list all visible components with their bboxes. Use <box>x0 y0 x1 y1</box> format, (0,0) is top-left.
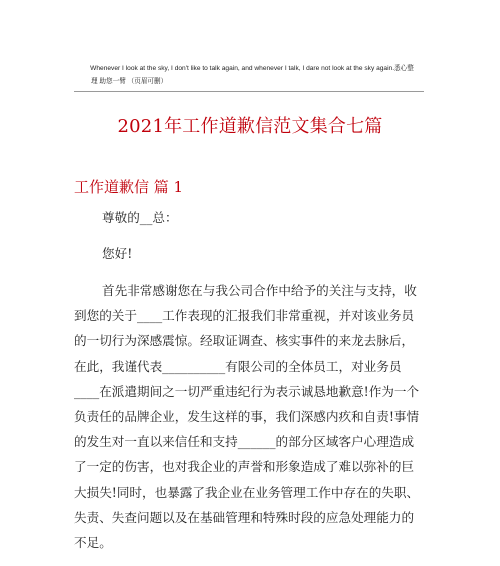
body-paragraph <box>74 278 426 555</box>
body-line: 首先非常感谢您在与我公司合作中给予的关注与支持，收 <box>102 283 417 298</box>
document-title: 2021年工作道歉信范文集合七篇 <box>117 116 383 137</box>
body-line: 不足。 <box>74 534 112 550</box>
body-line: 失责、失查问题以及在基础管理和特殊时段的应急处理能力的 <box>74 509 415 525</box>
body-line: 大损失!同时，也暴露了我企业在业务管理工作中存在的失职、 <box>74 484 420 500</box>
header-note: 理 助您一臂 （页眉可删） <box>91 78 168 85</box>
body-line: 到您的关于____工作表现的汇报我们非常重视，并对该业务员 <box>74 308 415 324</box>
section-heading: 工作道歉信 篇 1 <box>74 178 184 196</box>
body-line: 在此，我谨代表__________有限公司的全体员工，对业务员 <box>74 358 402 374</box>
body-line: 的发生对一直以来信任和支持______的部分区域客户心理造成 <box>74 434 415 450</box>
salutation: 尊敬的__总： <box>102 210 178 225</box>
body-line: 负责任的品牌企业，发生这样的事，我们深感内疚和自责!事情 <box>74 408 420 424</box>
body-line: 了一定的伤害，也对我企业的声誉和形象造成了难以弥补的巨 <box>74 459 415 475</box>
greeting: 您好! <box>102 246 133 261</box>
body-line: 的一切行为深感震惊。经取证调查、核实事件的来龙去脉后， <box>74 333 415 349</box>
header-quote: Whenever I look at the sky, I don't like to talk again, and whenever I talk, I dare not look at the sky again.悉心整 <box>90 65 414 72</box>
header-divider <box>74 91 424 92</box>
body-line: ____在派遣期间之一切严重违纪行为表示诚恳地歉意!作为一个 <box>74 383 420 399</box>
page-header <box>72 62 432 88</box>
